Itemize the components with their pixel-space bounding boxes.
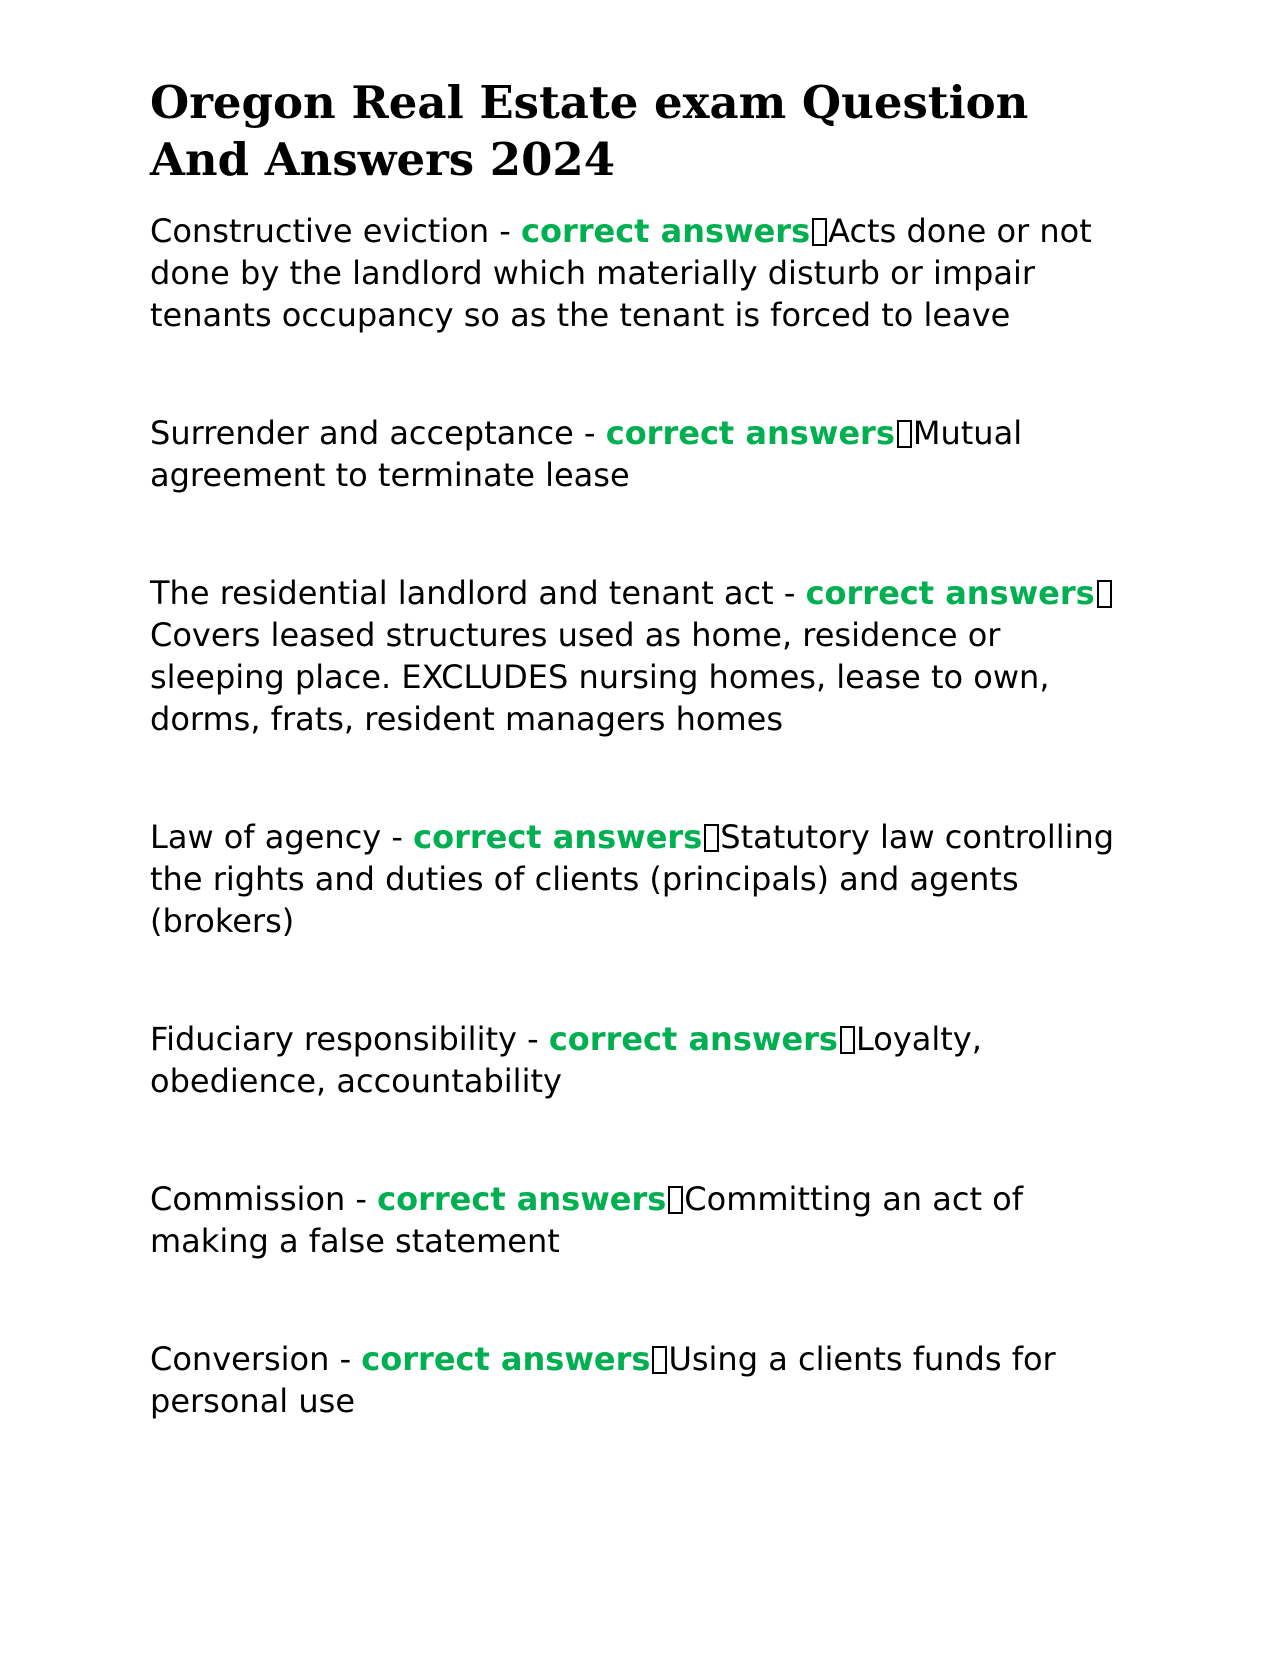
correct-answers-label: correct answers (361, 1340, 651, 1378)
correct-answers-label: correct answers (413, 818, 703, 856)
missing-glyph-icon (704, 824, 719, 852)
qa-entry (150, 1338, 1130, 1422)
entry-term: The residential landlord and tenant act - (150, 574, 806, 612)
missing-glyph-icon (812, 218, 827, 246)
qa-entry (150, 412, 1130, 496)
entry-definition: Covers leased structures used as home, residence or sleeping place. EXCLUDES nursing homes, lease to own, dorms, frats, resident managers homes (150, 616, 1050, 738)
entry-term: Conversion - (150, 1340, 362, 1378)
missing-glyph-icon (897, 420, 912, 448)
document-page (150, 74, 1130, 1422)
entry-definition: Committing an act of making a false statement (150, 1180, 1024, 1260)
entry-term: Law of agency - (150, 818, 414, 856)
qa-entry (150, 210, 1130, 336)
entry-definition: Acts done or not done by the landlord which materially disturb or impair tenants occupancy so as the tenant is forced to leave (150, 212, 1092, 334)
correct-answers-label: correct answers (548, 1020, 838, 1058)
missing-glyph-icon (1097, 580, 1112, 608)
qa-entry (150, 572, 1130, 740)
entry-term: Surrender and acceptance - (150, 414, 606, 452)
entry-definition: Using a clients funds for personal use (150, 1340, 1056, 1420)
entry-definition: Loyalty, obedience, accountability (150, 1020, 982, 1100)
qa-entry (150, 1018, 1130, 1102)
entry-definition: Statutory law controlling the rights and duties of clients (principals) and agents (brokers) (150, 818, 1115, 940)
document-title: Oregon Real Estate exam Question And Answers 2024 (150, 76, 1029, 186)
correct-answers-label: correct answers (805, 574, 1095, 612)
correct-answers-label: correct answers (605, 414, 895, 452)
entry-term: Constructive eviction - (150, 212, 521, 250)
qa-entry (150, 816, 1130, 942)
correct-answers-label: correct answers (520, 212, 811, 250)
qa-entry (150, 1178, 1130, 1262)
entry-definition: Mutual agreement to terminate lease (150, 414, 1023, 494)
correct-answers-label: correct answers (377, 1180, 667, 1218)
missing-glyph-icon (840, 1026, 855, 1054)
entry-term: Commission - (150, 1180, 378, 1218)
missing-glyph-icon (668, 1186, 683, 1214)
missing-glyph-icon (652, 1346, 667, 1374)
entry-term: Fiduciary responsibility - (150, 1020, 549, 1058)
